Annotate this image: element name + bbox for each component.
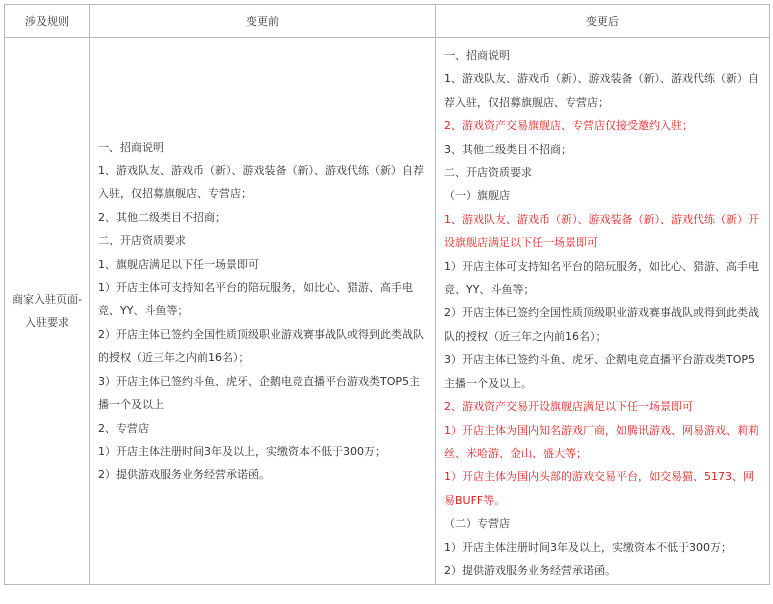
after-line: 二、开店资质要求 xyxy=(444,166,532,180)
after-line: （二）专营店 xyxy=(444,517,510,531)
scope-cell: 商家入驻页面-入驻要求 xyxy=(5,38,90,585)
after-line-changed: 1）开店主体为国内知名游戏厂商，如腾讯游戏、网易游戏、莉莉丝、米哈游、金山、盛大等； xyxy=(444,423,759,460)
before-line: 2）提供游戏服务业务经营承诺函。 xyxy=(98,468,270,482)
header-row xyxy=(5,5,770,38)
header-after: 变更后 xyxy=(436,5,770,38)
after-line: 2）提供游戏服务业务经营承诺函。 xyxy=(444,563,616,577)
after-line: 3、其他二级类目不招商； xyxy=(444,142,572,156)
after-line: （一）旗舰店 xyxy=(444,189,510,203)
after-cell xyxy=(436,38,770,585)
header-scope: 涉及规则 xyxy=(5,5,90,38)
after-line: 3）开店主体已签约斗鱼、虎牙、企鹅电竞直播平台游戏类TOP5主播一个及以上。 xyxy=(444,353,756,390)
before-line: 二、开店资质要求 xyxy=(98,234,186,248)
after-line: 一、招商说明 xyxy=(444,49,510,62)
before-line: 一、招商说明 xyxy=(98,140,164,154)
after-line: 1）开店主体注册时间3年及以上，实缴资本不低于300万； xyxy=(444,540,732,554)
before-line: 3）开店主体已签约斗鱼、虎牙、企鹅电竞直播平台游戏类TOP5主播一个及以上 xyxy=(98,374,421,412)
before-line: 2、其他二级类目不招商； xyxy=(98,210,226,224)
after-line: 1、游戏队友、游戏币（新）、游戏装备（新）、游戏代练（新）自荐入驻，仅招募旗舰店、专营店； xyxy=(444,72,759,109)
before-line: 1）开店主体注册时间3年及以上，实缴资本不低于300万； xyxy=(98,444,386,458)
after-line-changed: 2、游戏资产交易开设旗舰店满足以下任一场景即可 xyxy=(444,400,693,414)
before-line: 1、游戏队友、游戏币（新）、游戏装备（新）、游戏代练（新）自荐入驻，仅招募旗舰店、专营店； xyxy=(98,164,424,201)
after-line: 1）开店主体可支持知名平台的陪玩服务，如比心、猎游、高手电竞、YY、斗鱼等； xyxy=(444,259,759,297)
before-cell xyxy=(90,38,436,585)
before-line: 1）开店主体可支持知名平台的陪玩服务，如比心、猎游、高手电竞、YY、斗鱼等； xyxy=(98,281,413,318)
after-line-changed: 1、游戏队友、游戏币（新）、游戏装备（新）、游戏代练（新）开设旗舰店满足以下任一场景即可 xyxy=(444,212,759,250)
rules-change-table xyxy=(4,4,770,585)
after-line-changed: 2、游戏资产交易旗舰店、专营店仅接受邀约入驻； xyxy=(444,119,693,133)
header-before: 变更前 xyxy=(90,5,436,38)
after-line: 2）开店主体已签约全国性质顶级职业游戏赛事战队或得到此类战队的授权（近三年之内前16名）； xyxy=(444,306,759,343)
table-row xyxy=(5,38,770,585)
after-line-changed: 1）开店主体为国内头部的游戏交易平台，如交易猫、5173、网易BUFF等。 xyxy=(444,470,754,507)
before-line: 2）开店主体已签约全国性质顶级职业游戏赛事战队或得到此类战队的授权（近三年之内前16名）； xyxy=(98,327,424,365)
before-line: 2、专营店 xyxy=(98,421,149,435)
before-line: 1、旗舰店满足以下任一场景即可 xyxy=(98,257,259,271)
